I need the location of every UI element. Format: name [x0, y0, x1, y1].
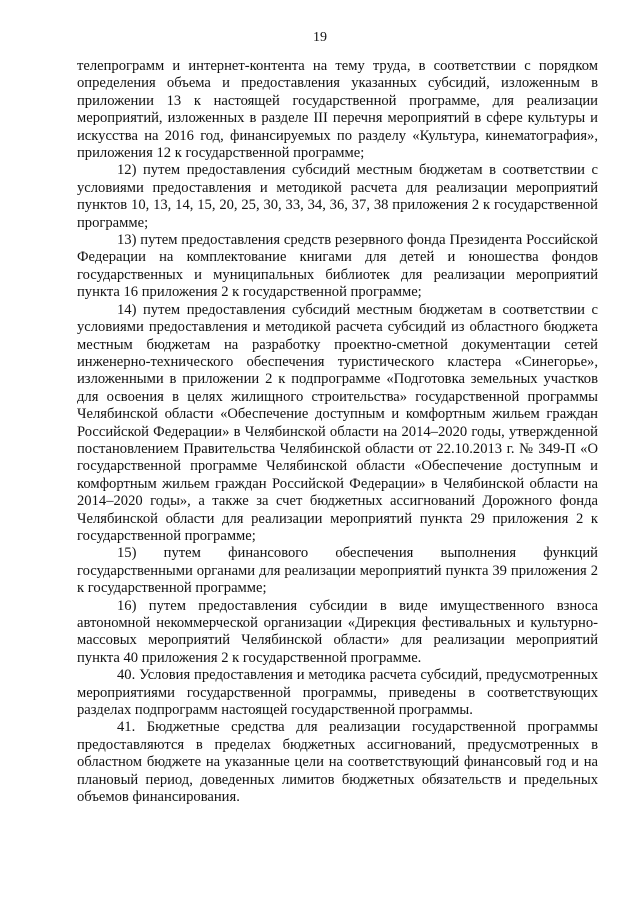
paragraph-section-40: 40. Условия предоставления и методика расчета субсидий, предусмотренных мероприятиями государственной программы, приведены в соответствующих разделах подпрограмм настоящей государственной программы. — [77, 667, 598, 719]
paragraph-item-16: 16) путем предоставления субсидии в виде имущественного взноса автономной некоммерческой организации «Дирекция фестивальных и культурно-массовых мероприятий Челябинской области» для реализации мероприятий пункта 40 приложения 2 к государственной программе. — [77, 597, 598, 666]
document-body — [77, 58, 598, 806]
paragraph-item-12: 12) путем предоставления субсидий местным бюджетам в соответствии с условиями предоставления и методикой расчета для реализации мероприятий пунктов 10, 13, 14, 15, 20, 25, 30, 33, 34, 36, 37, 38 приложения 2 к государственной программе; — [77, 162, 598, 231]
paragraph-item-15: 15) путем финансового обеспечения выполнения функций государственными органами для реализации мероприятий пункта 39 приложения 2 к государственной программе; — [77, 545, 598, 597]
page-number: 19 — [313, 30, 327, 45]
paragraph-section-41: 41. Бюджетные средства для реализации государственной программы предоставляются в пределах бюджетных ассигнований, предусмотренных в областном бюджете на указанные цели на соответствующий финансовый год и на плановый период, доведенных лимитов бюджетных обязательств и предельных объемов финансирования. — [77, 719, 598, 806]
paragraph-item-14: 14) путем предоставления субсидий местным бюджетам в соответствии с условиями предоставления и методикой расчета субсидий из областного бюджета местным бюджетам на разработку проектно-сметной документации сетей инженерно-технического обеспечения туристического кластера «Синегорье», изложенными в приложении 2 к подпрограмме «Подготовка земельных участков для освоения в целях жилищного строительства» государственной программы Челябинской области «Обеспечение доступным и комфортным жильем граждан Российской Федерации» в Челябинской области на 2014–2020 годы, утвержденной постановлением Правительства Челябинской области от 22.10.2013 г. № 349-П «О государственной программе Челябинской области «Обеспечение доступным и комфортным жильем граждан Российской Федерации» в Челябинской области на 2014–2020 годы», а также за счет бюджетных ассигнований Дорожного фонда Челябинской области для реализации мероприятий пункта 29 приложения 2 к государственной программе; — [77, 301, 598, 544]
paragraph-item-13: 13) путем предоставления средств резервного фонда Президента Российской Федерации на комплектование книгами для детей и юношества фондов государственных и муниципальных библиотек для реализации мероприятий пункта 16 приложения 2 к государственной программе; — [77, 232, 598, 301]
paragraph-continuation: телепрограмм и интернет-контента на тему труда, в соответствии с порядком определения объема и предоставления указанных субсидий, изложенным в приложении 13 к настоящей государственной программе, для реализации мероприятий, изложенных в разделе III перечня мероприятий в сфере культуры и искусства на 2016 год, финансируемых по разделу «Культура, кинематография», приложения 12 к государственной программе; — [77, 58, 598, 162]
